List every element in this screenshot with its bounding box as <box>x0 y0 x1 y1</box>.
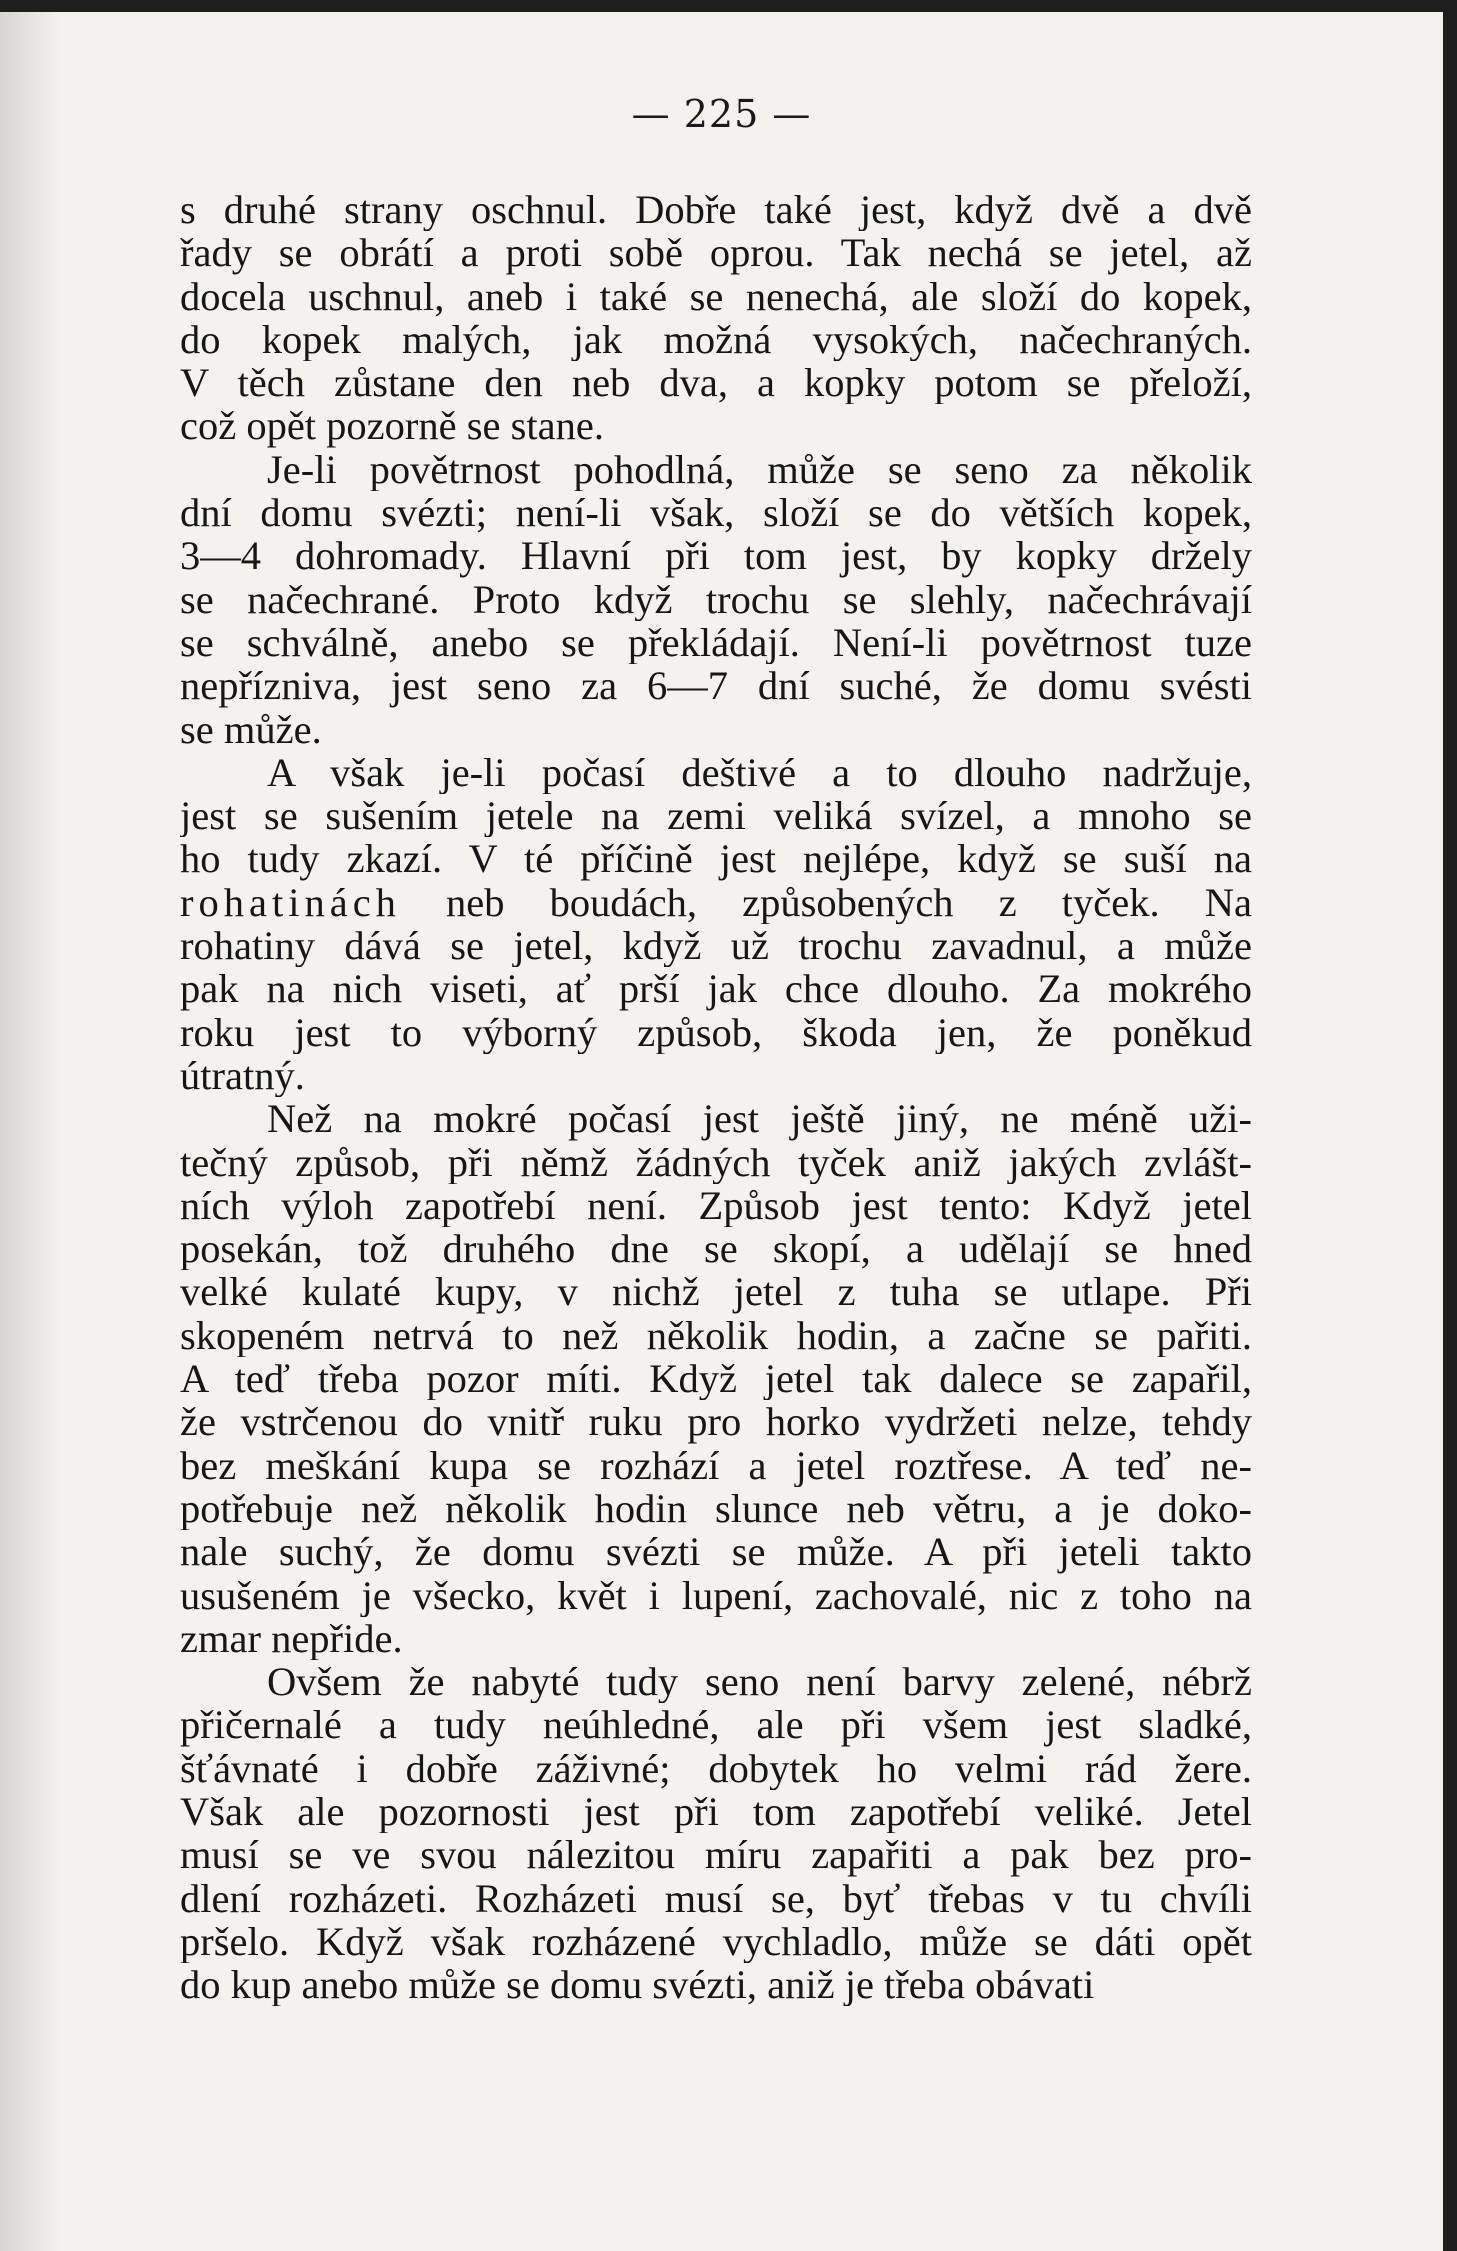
text-line: bez meškání kupa se rozhází a jetel roztřese. A teď ne- <box>180 1443 1252 1487</box>
text-line: A teď třeba pozor míti. Když jetel tak dalece se zapařil, <box>180 1357 1252 1401</box>
paragraph <box>180 751 1252 1097</box>
text-line: ních výloh zapotřebí není. Způsob jest tento: Když jetel <box>180 1183 1252 1228</box>
text-line: se načechrané. Proto když trochu se slehly, načechrávají <box>180 577 1252 621</box>
text-line: V těch zůstane den neb dva, a kopky potom se přeloží, <box>180 361 1252 405</box>
paragraph <box>180 188 1252 448</box>
text-line: zmar nepřide. <box>180 1616 403 1661</box>
text-line: se schválně, anebo se překládají. Není-li povětrnost tuze <box>180 620 1252 665</box>
text-line: pršelo. Když však rozházené vychladlo, může se dáti opět <box>180 1919 1252 1964</box>
page-number: — 225 — <box>631 92 812 136</box>
text-line: usušeném je všecko, květ i lupení, zachovalé, nic z toho na <box>180 1573 1252 1617</box>
text-line: že vstrčenou do vnitř ruku pro horko vydržeti nelze, tehdy <box>180 1400 1252 1444</box>
text-line: řady se obrátí a proti sobě oprou. Tak nechá se jetel, až <box>180 231 1252 275</box>
text-line: velké kulaté kupy, v nichž jetel z tuha se utlape. Při <box>180 1270 1252 1314</box>
text-line: A však je-li počasí deštivé a to dlouho nadržuje, <box>267 750 1252 795</box>
text-line: dlení rozházeti. Rozházeti musí se, byť třebas v tu chvíli <box>180 1876 1252 1920</box>
paragraph <box>180 1660 1252 2006</box>
text-line: 3—4 dohromady. Hlavní při tom jest, by kopky držely <box>180 534 1252 578</box>
text-line: nale suchý, že domu svézti se může. A při jeteli takto <box>180 1530 1252 1574</box>
text-line: dní domu svézti; není-li však, složí se do větších kopek, <box>180 491 1252 535</box>
binding-shadow <box>0 0 60 2251</box>
text-line: rohatiny dává se jetel, když už trochu zavadnul, a může <box>180 924 1252 968</box>
text-line: docela uschnul, aneb i také se nenechá, ale složí do kopek, <box>180 274 1252 318</box>
text-line: přičernalé a tudy neúhledné, ale při všem jest sladké, <box>180 1703 1252 1747</box>
text-line: roku jest to výborný způsob, škoda jen, že poněkud <box>180 1010 1252 1054</box>
text-line: Než na mokré počasí jest ještě jiný, ne méně uži- <box>267 1097 1252 1141</box>
scan-right-edge <box>1443 0 1457 2251</box>
text-line: ho tudy zkazí. V té příčině jest nejlépe, když se suší na <box>180 837 1252 881</box>
text-line: s druhé strany oschnul. Dobře také jest, když dvě a dvě <box>180 188 1252 232</box>
text-line: jest se sušením jetele na zemi veliká svízel, a mnoho se <box>180 794 1252 838</box>
body-text <box>180 188 1252 2006</box>
text-line: se může. <box>180 707 322 751</box>
text-line: Je-li povětrnost pohodlná, může se seno za několik <box>267 447 1252 492</box>
text-line: potřebuje než několik hodin slunce neb větru, a je doko- <box>180 1486 1252 1531</box>
text-line: nepřízniva, jest seno za 6—7 dní suché, že domu svésti <box>180 664 1252 708</box>
text-line: do kopek malých, jak možná vysokých, načechraných. <box>180 317 1252 362</box>
text-line: šťávnaté i dobře záživné; dobytek ho velmi rád žere. <box>180 1746 1252 1790</box>
text-line: tečný způsob, při němž žádných tyček aniž jakých zvlášt- <box>180 1140 1252 1184</box>
text-line: posekán, tož druhého dne se skopí, a udělají se hned <box>180 1227 1252 1271</box>
scan-top-edge <box>0 0 1457 12</box>
text-line: útratný. <box>180 1053 305 1098</box>
text-line: Ovšem že nabyté tudy seno není barvy zelené, nébrž <box>267 1660 1252 1704</box>
emphasized-word: rohatinách <box>180 880 401 925</box>
text-line: do kup anebo může se domu svézti, aniž je třeba obávati <box>180 1963 1095 2007</box>
text-line: což opět pozorně se stane. <box>180 404 604 448</box>
text-line: rohatinách neb boudách, způsobených z tyček. Na <box>180 880 1252 925</box>
text-line: skopeném netrvá to než několik hodin, a začne se pařiti. <box>180 1313 1252 1358</box>
paragraph <box>180 448 1252 751</box>
text-line: musí se ve svou nálezitou míru zapařiti a pak bez pro- <box>180 1833 1252 1877</box>
text-line: pak na nich viseti, ať prší jak chce dlouho. Za mokrého <box>180 967 1252 1011</box>
text-line: Však ale pozornosti jest při tom zapotřebí veliké. Jetel <box>180 1789 1252 1834</box>
paragraph <box>180 1097 1252 1660</box>
